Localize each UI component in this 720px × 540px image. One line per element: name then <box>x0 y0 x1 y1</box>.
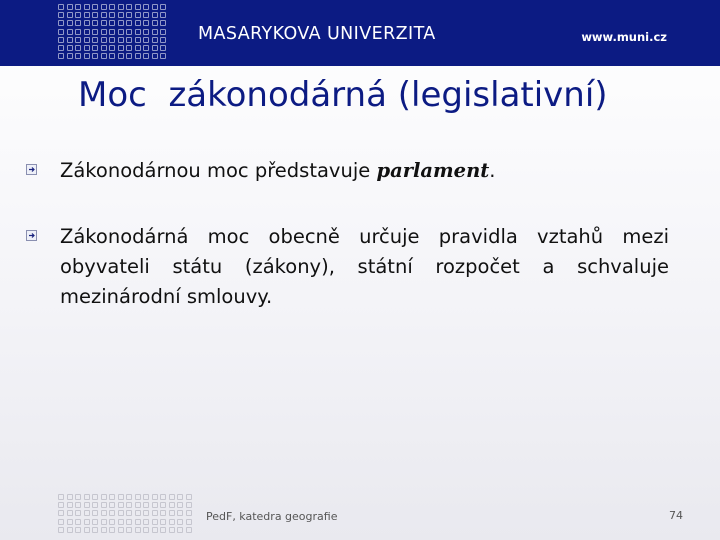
bullet-text <box>60 156 495 186</box>
arrow-square-icon <box>26 164 37 175</box>
bullet-item <box>26 222 669 312</box>
header-bar <box>0 0 720 66</box>
website-url: www.muni.cz <box>581 30 667 44</box>
bullet-text: Zákonodárná moc obecně určuje pravidla vztahů mezi obyvateli státu (zákony), státní rozpočet a schvaluje mezinárodní smlouvy. <box>60 225 669 308</box>
bullet-text-start: Zákonodárnou moc představuje <box>60 159 377 182</box>
bullet-item <box>26 156 669 186</box>
university-name: MASARYKOVA UNIVERZITA <box>198 24 436 44</box>
arrow-square-icon <box>26 230 37 241</box>
page-number: 74 <box>669 509 683 522</box>
keyword-parlament: parlament <box>376 159 490 182</box>
slide-title: Moc zákonodárná (legislativní) <box>78 75 608 115</box>
footer-department: PedF, katedra geografie <box>206 510 338 523</box>
bullet-text-end: . <box>489 159 496 182</box>
dot-grid-icon <box>58 494 194 535</box>
dot-grid-icon <box>58 4 169 61</box>
